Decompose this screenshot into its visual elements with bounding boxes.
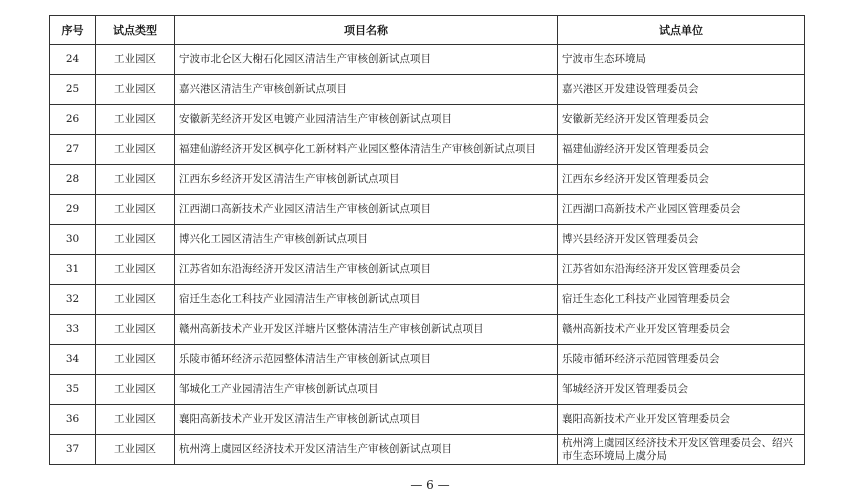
cell-pilot-unit: 福建仙游经济开发区管理委员会 bbox=[558, 135, 805, 165]
header-serial-number: 序号 bbox=[50, 16, 96, 45]
table-row bbox=[50, 165, 805, 195]
cell-serial-number: 28 bbox=[50, 165, 96, 195]
cell-pilot-type: 工业园区 bbox=[96, 345, 175, 375]
cell-pilot-type: 工业园区 bbox=[96, 135, 175, 165]
cell-serial-number: 29 bbox=[50, 195, 96, 225]
header-pilot-unit: 试点单位 bbox=[558, 16, 805, 45]
cell-pilot-unit: 邹城经济开发区管理委员会 bbox=[558, 375, 805, 405]
table-row bbox=[50, 405, 805, 435]
cell-serial-number: 30 bbox=[50, 225, 96, 255]
cell-project-name: 江西湖口高新技术产业园区清洁生产审核创新试点项目 bbox=[175, 195, 558, 225]
cell-pilot-unit: 宿迁生态化工科技产业园管理委员会 bbox=[558, 285, 805, 315]
cell-pilot-unit: 江西湖口高新技术产业园区管理委员会 bbox=[558, 195, 805, 225]
cell-pilot-unit: 乐陵市循环经济示范园管理委员会 bbox=[558, 345, 805, 375]
table-row bbox=[50, 105, 805, 135]
cell-pilot-unit: 赣州高新技术产业开发区管理委员会 bbox=[558, 315, 805, 345]
cell-serial-number: 31 bbox=[50, 255, 96, 285]
cell-project-name: 乐陵市循环经济示范园整体清洁生产审核创新试点项目 bbox=[175, 345, 558, 375]
pilot-project-table-container bbox=[49, 15, 804, 465]
cell-project-name: 博兴化工园区清洁生产审核创新试点项目 bbox=[175, 225, 558, 255]
cell-pilot-type: 工业园区 bbox=[96, 405, 175, 435]
table-row bbox=[50, 315, 805, 345]
table-row bbox=[50, 435, 805, 465]
cell-serial-number: 33 bbox=[50, 315, 96, 345]
cell-serial-number: 24 bbox=[50, 45, 96, 75]
cell-project-name: 嘉兴港区清洁生产审核创新试点项目 bbox=[175, 75, 558, 105]
cell-project-name: 江苏省如东沿海经济开发区清洁生产审核创新试点项目 bbox=[175, 255, 558, 285]
cell-project-name: 邹城化工产业园清洁生产审核创新试点项目 bbox=[175, 375, 558, 405]
table-row bbox=[50, 195, 805, 225]
cell-serial-number: 26 bbox=[50, 105, 96, 135]
cell-pilot-type: 工业园区 bbox=[96, 435, 175, 465]
cell-pilot-unit: 嘉兴港区开发建设管理委员会 bbox=[558, 75, 805, 105]
cell-project-name: 宁波市北仑区大榭石化园区清洁生产审核创新试点项目 bbox=[175, 45, 558, 75]
cell-project-name: 赣州高新技术产业开发区洋塘片区整体清洁生产审核创新试点项目 bbox=[175, 315, 558, 345]
cell-serial-number: 32 bbox=[50, 285, 96, 315]
table-row bbox=[50, 345, 805, 375]
pilot-project-table bbox=[49, 15, 805, 465]
cell-pilot-type: 工业园区 bbox=[96, 285, 175, 315]
cell-pilot-type: 工业园区 bbox=[96, 75, 175, 105]
table-row bbox=[50, 225, 805, 255]
cell-pilot-unit: 江苏省如东沿海经济开发区管理委员会 bbox=[558, 255, 805, 285]
cell-serial-number: 34 bbox=[50, 345, 96, 375]
cell-pilot-unit: 杭州湾上虞园区经济技术开发区管理委员会、绍兴市生态环境局上虞分局 bbox=[558, 435, 805, 465]
header-pilot-type: 试点类型 bbox=[96, 16, 175, 45]
cell-pilot-type: 工业园区 bbox=[96, 45, 175, 75]
cell-project-name: 襄阳高新技术产业开发区清洁生产审核创新试点项目 bbox=[175, 405, 558, 435]
cell-pilot-type: 工业园区 bbox=[96, 255, 175, 285]
cell-serial-number: 27 bbox=[50, 135, 96, 165]
cell-pilot-type: 工业园区 bbox=[96, 105, 175, 135]
cell-pilot-type: 工业园区 bbox=[96, 195, 175, 225]
cell-project-name: 杭州湾上虞园区经济技术开发区清洁生产审核创新试点项目 bbox=[175, 435, 558, 465]
table-header-row bbox=[50, 16, 805, 45]
cell-pilot-type: 工业园区 bbox=[96, 375, 175, 405]
cell-pilot-unit: 江西东乡经济开发区管理委员会 bbox=[558, 165, 805, 195]
header-project-name: 项目名称 bbox=[175, 16, 558, 45]
cell-project-name: 宿迁生态化工科技产业园清洁生产审核创新试点项目 bbox=[175, 285, 558, 315]
cell-pilot-type: 工业园区 bbox=[96, 315, 175, 345]
cell-serial-number: 35 bbox=[50, 375, 96, 405]
cell-project-name: 江西东乡经济开发区清洁生产审核创新试点项目 bbox=[175, 165, 558, 195]
table-row bbox=[50, 375, 805, 405]
page-number: — 6 — bbox=[410, 478, 450, 492]
cell-pilot-unit: 宁波市生态环境局 bbox=[558, 45, 805, 75]
table-row bbox=[50, 255, 805, 285]
table-row bbox=[50, 135, 805, 165]
cell-pilot-type: 工业园区 bbox=[96, 165, 175, 195]
cell-pilot-type: 工业园区 bbox=[96, 225, 175, 255]
table-row bbox=[50, 45, 805, 75]
cell-pilot-unit: 安徽新芜经济开发区管理委员会 bbox=[558, 105, 805, 135]
cell-pilot-unit: 襄阳高新技术产业开发区管理委员会 bbox=[558, 405, 805, 435]
cell-project-name: 安徽新芜经济开发区电镀产业园清洁生产审核创新试点项目 bbox=[175, 105, 558, 135]
table-row bbox=[50, 285, 805, 315]
cell-serial-number: 36 bbox=[50, 405, 96, 435]
cell-project-name: 福建仙游经济开发区枫亭化工新材料产业园区整体清洁生产审核创新试点项目 bbox=[175, 135, 558, 165]
table-row bbox=[50, 75, 805, 105]
cell-pilot-unit: 博兴县经济开发区管理委员会 bbox=[558, 225, 805, 255]
cell-serial-number: 37 bbox=[50, 435, 96, 465]
cell-serial-number: 25 bbox=[50, 75, 96, 105]
